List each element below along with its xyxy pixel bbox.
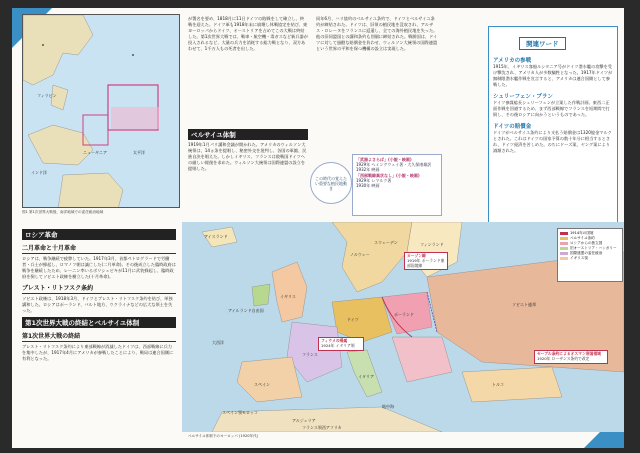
map-callout [318, 337, 364, 351]
callout-title: カーゾン線 [407, 253, 426, 258]
map-label: イタリア [358, 374, 374, 379]
map-legend [557, 228, 623, 282]
legend-label: 1914年の国境 [570, 231, 594, 235]
keyword-text: ドイツ参謀総長シュリーフェンが立案した作戦計画。東西二正面作戦を回避するため、まず西部戦線でフランスを短期間で打倒し、その後ロシアに向かうというものであった。 [493, 100, 610, 117]
work-title: 「西部戦線異状なし」(小説・映画) [356, 172, 420, 178]
body-text: ソビエト政権は、1918年3月、ドイツとブレスト・リトフスク条約を結び、単独講和した。ロシアはポーランド、バルト地方、ウクライナなどの広大な領土を失った。 [22, 296, 173, 313]
legend-swatch [560, 242, 568, 246]
sub-heading: 二月革命と十月革命 [22, 243, 176, 254]
map-label: ポーランド [394, 312, 414, 317]
map-label: 大西洋 [212, 340, 224, 345]
keyword-heading: シュリーフェン・プラン [493, 94, 553, 100]
callout-title: フィウメの帰属 [321, 338, 348, 343]
map-label: ノルウェー [350, 252, 370, 257]
map-label: ニューギニア [83, 150, 107, 155]
map-label: スウェーデン [374, 240, 398, 245]
legend-swatch [560, 257, 568, 261]
legend-swatch [560, 252, 568, 256]
map-label: 地中海 [382, 404, 394, 409]
pacific-mandate-map [22, 14, 180, 208]
versailles-section [188, 126, 308, 216]
russia-section [22, 226, 176, 446]
work-line: 1930年 映画 [356, 183, 380, 189]
map2-caption: ベルサイユ体制下のヨーロッパ (1920年代) [188, 434, 259, 438]
legend-label: 旧オーストリア・ハンガリー [570, 246, 617, 250]
map1-caption: 図1 第1次世界大戦後、南洋地域での委任統治地域 [22, 210, 104, 214]
section-heading: ロシア革命 [22, 229, 176, 240]
map-label: アイスランド [204, 234, 228, 239]
map-label: 太平洋 [133, 150, 145, 155]
body-text: ロシアは、戦争継続で疲弊していた。1917年3月、首都ペトログラードで労働者・兵士が蜂起し、ロマノフ朝は滅亡した(二月革命)。その後成立した臨時政府は戦争を継続したため、レーニン率いるボリシェビキが11月に武装蜂起し、臨時政府を倒してソビエト政権を樹立した(十月革命)。 [22, 256, 176, 279]
legend-swatch [560, 247, 568, 251]
map-label: フィンランド [420, 242, 444, 247]
work-line: 1932年 映画 [356, 167, 380, 173]
map-label: アルジェリア [292, 418, 316, 423]
legend-swatch [560, 237, 568, 241]
legend-label: イギリス領 [570, 256, 588, 260]
map-label: フランス領西アフリカ [302, 425, 342, 430]
keyword-box-title: 関連ワード [519, 37, 566, 50]
map-label: トルコ [492, 382, 504, 387]
page [12, 8, 624, 448]
work-line: 1929年 レマルク著 [356, 177, 392, 183]
legend-label: ベルサイユ条約 [570, 236, 595, 240]
map-label: インド洋 [31, 170, 47, 175]
map-label: ソビエト連邦 [512, 302, 536, 307]
body-text: 同年6月、ハリ協約のベルサイユ条約で、ドイツとベルサイユ条約が締結された。ドイツは、旧領の植民地を没収され、アルザス・ロレーヌをフランスに返還し、全ての海外植民地を失った。他の旧同盟国との講和条約も別個に締結された。戦勝国は、ドイツに対して過酷な賠償金を負わせ、ウィルソン大統領の国際連盟という世界の平和を保つ機構の設立は実現した。 [316, 16, 438, 51]
section-heading: ベルサイユ体制 [188, 129, 308, 140]
map-label: フランス [302, 352, 318, 357]
keyword-text: ドイツがベルサイユ条約により支払う賠償金は1320億金マルクとされた。これはドイツの国家予算の数十年分に相当するとされ、ドイツ経済を苦しめた。のちにドーズ案、ヤング案により減額された。 [493, 130, 612, 153]
legend-swatch [560, 232, 568, 236]
callout-text: 1920年 ローザンヌ条約で改定 [537, 355, 590, 361]
body-text: 1919年1月パリ講和会議が開かれた。アメリカのウィルソン大統領は、14ヵ条を提唱し、秘密外交を批判し、各国の軍縮、民族自決を唱えた。しかしイギリス、フランスは敗戦国ドイツへの厳しい報復を求めた。ウィルソン大統領は国際連盟の設立を提唱した。 [188, 142, 307, 171]
keyword-text: 1915年、イギリス客船ルシタニア号がドイツ潜水艦の攻撃を受け撃沈され、アメリカ人が多数犠牲となった。1917年ドイツが無制限潜水艦作戦を宣言すると、アメリカは連合国側として参戦した。 [493, 64, 613, 87]
body-text: が署名を要め、1818月に11日ドイツの敗戦をして確立し、終戦を迎えた。ドイツ軍も1918年末に崩壊し休戦協定を結び、東ヨーロッパからドイツ、オーストリアを占めてこの大戦は終結した。第1次世界大戦では、戦車・航空機・毒ガスなど新兵器が投入されるなど、大量の兵力を消耗する総力戦となり、双方あわせて、1千万人もの死者を出した。 [188, 16, 308, 51]
legend-label: 国際連盟の委任統治 [570, 251, 603, 255]
map-label: イギリス [280, 294, 296, 299]
map-label: フィリピン [37, 93, 57, 98]
keyword-box [488, 26, 618, 248]
callout-text: 1919年 ポーランド東部国境線 [407, 257, 445, 268]
map-callout [534, 350, 608, 364]
topic-circle: この時代の覚えたい重要な植民地動き [310, 162, 352, 204]
legend-label: ロシアからの独立国 [570, 241, 603, 245]
sub-heading: 第1次世界大戦の終結 [22, 331, 176, 342]
related-works-box [352, 154, 442, 216]
map-label: ドイツ [347, 317, 359, 322]
map-label: スペイン [254, 382, 270, 387]
map-callout [404, 252, 448, 270]
callout-text: 1924年 イタリア領 [321, 342, 355, 348]
keyword-heading: アメリカの参戦 [493, 58, 532, 64]
work-title: 「武器よさらば」(小説・映画) [356, 157, 412, 162]
work-line: 1929年 ヘミングウェイ著・大久保康雄訳 [356, 162, 432, 168]
section-heading: 第1次世界大戦の終結とベルサイユ体制 [22, 317, 176, 328]
sub-heading: ブレスト・リトフスク条約 [22, 283, 176, 294]
map-label: アイルランド自由国 [228, 308, 264, 313]
legend-item [560, 256, 620, 261]
body-text: ブレスト・リトフスク条約により東部戦線が消滅したドイツは、西部戦線に兵力を集中したが、1917年4月にアメリカが参戦したことにより、戦局は連合国側に有利となった。 [22, 344, 174, 361]
callout-title: セーブル条約によるオスマン帝国領域 [537, 351, 601, 356]
map-label: スペイン領モロッコ [222, 410, 258, 415]
keyword-heading: ドイツの賠償金 [493, 124, 532, 130]
